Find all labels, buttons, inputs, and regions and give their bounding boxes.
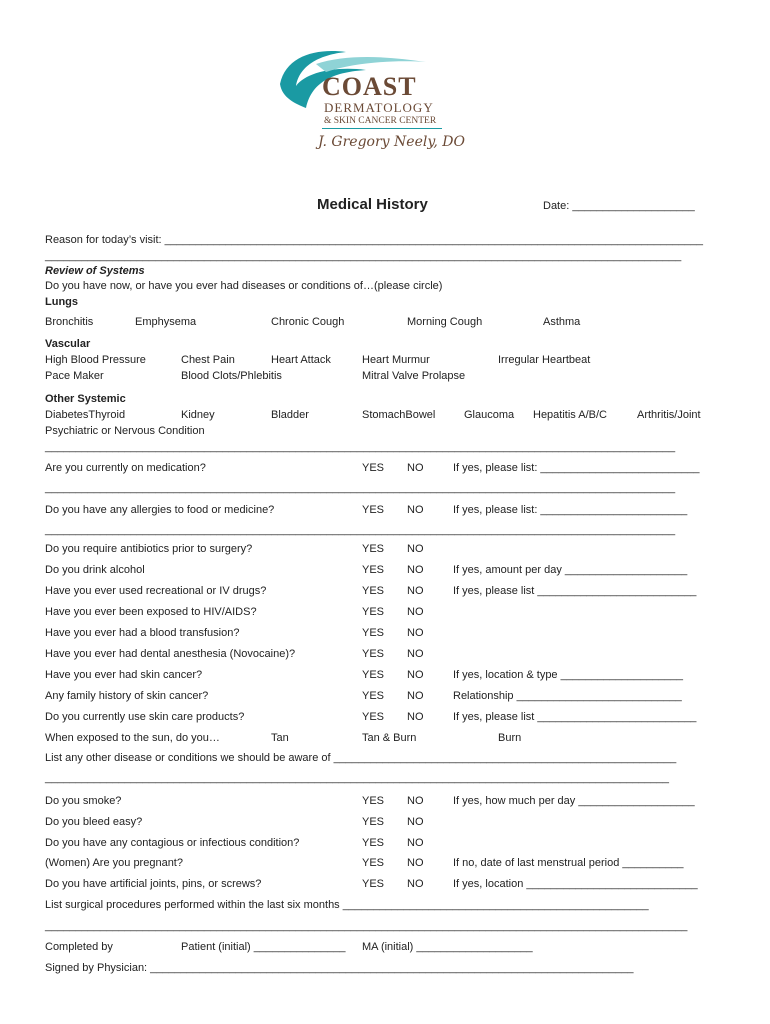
question-text: Have you ever used recreational or IV drugs? (45, 585, 267, 597)
blank-line[interactable]: _______________________________________________________________________________________________________ (45, 482, 676, 494)
blank-line[interactable]: _______________________________________________________________________________________________________ (45, 524, 676, 536)
condition-item[interactable]: Emphysema (135, 316, 197, 328)
logo-name: COAST (322, 72, 417, 101)
no-option[interactable]: NO (407, 564, 424, 576)
physician-signature-field[interactable]: Signed by Physician: _______________________________________________________________________________ (45, 962, 634, 974)
no-option[interactable]: NO (407, 816, 424, 828)
followup-field[interactable]: If yes, location & type ____________________ (453, 669, 683, 681)
no-option[interactable]: NO (407, 690, 424, 702)
question-text: Have you ever been exposed to HIV/AIDS? (45, 606, 257, 618)
no-option[interactable]: NO (407, 543, 424, 555)
no-option[interactable]: NO (407, 711, 424, 723)
other-disease-field[interactable]: List any other disease or conditions we should be aware of ________________________________________________________ (45, 752, 677, 764)
condition-item[interactable]: High Blood Pressure (45, 354, 146, 366)
logo-sub2: & SKIN CANCER CENTER (324, 116, 437, 126)
no-option[interactable]: NO (407, 837, 424, 849)
sun-option-burn[interactable]: Burn (498, 732, 522, 744)
no-option[interactable]: NO (407, 504, 424, 516)
yes-option[interactable]: YES (362, 462, 385, 474)
no-option[interactable]: NO (407, 462, 424, 474)
no-option[interactable]: NO (407, 795, 424, 807)
no-option[interactable]: NO (407, 606, 424, 618)
question-text: Do you have any contagious or infectious condition? (45, 837, 300, 849)
question-text: (Women) Are you pregnant? (45, 857, 183, 869)
question-text: Do you bleed easy? (45, 816, 143, 828)
sun-question: When exposed to the sun, do you… (45, 732, 220, 744)
page-title: Medical History (317, 196, 428, 213)
no-option[interactable]: NO (407, 585, 424, 597)
condition-item[interactable]: Blood Clots/Phlebitis (181, 370, 282, 382)
yes-option[interactable]: YES (362, 627, 385, 639)
condition-item[interactable]: DiabetesThyroid (45, 409, 126, 421)
followup-field[interactable]: Relationship ___________________________ (453, 690, 682, 702)
no-option[interactable]: NO (407, 857, 424, 869)
yes-option[interactable]: YES (362, 606, 385, 618)
logo-sub1: DERMATOLOGY (324, 100, 434, 115)
logo-divider (322, 128, 442, 129)
yes-option[interactable]: YES (362, 564, 385, 576)
condition-item[interactable]: Irregular Heartbeat (498, 354, 591, 366)
yes-option[interactable]: YES (362, 816, 385, 828)
condition-item[interactable]: Psychiatric or Nervous Condition (45, 425, 205, 437)
no-option[interactable]: NO (407, 669, 424, 681)
condition-item[interactable]: StomachBowel (362, 409, 436, 421)
question-text: Do you drink alcohol (45, 564, 145, 576)
condition-item[interactable]: Chronic Cough (271, 316, 345, 328)
divider-line: _______________________________________________________________________________________________________ (45, 441, 676, 453)
ma-initial-field[interactable]: MA (initial) ___________________ (362, 941, 533, 953)
question-text: Any family history of skin cancer? (45, 690, 209, 702)
reason-field[interactable]: Reason for today’s visit: ________________________________________________________________________________________ (45, 234, 703, 246)
lungs-heading: Lungs (45, 296, 78, 308)
surgical-field[interactable]: List surgical procedures performed within the last six months __________________________________________________ (45, 899, 649, 911)
condition-item[interactable]: Bladder (271, 409, 309, 421)
other-heading: Other Systemic (45, 393, 126, 405)
question-text: Do you have artificial joints, pins, or screws? (45, 878, 262, 890)
condition-item[interactable]: Kidney (181, 409, 215, 421)
blank-line[interactable]: ______________________________________________________________________________________________________ (45, 772, 670, 784)
condition-item[interactable]: Heart Attack (271, 354, 331, 366)
sun-option-tan[interactable]: Tan (271, 732, 289, 744)
condition-item[interactable]: Morning Cough (407, 316, 483, 328)
yes-option[interactable]: YES (362, 837, 385, 849)
condition-item[interactable]: Hepatitis A/B/C (533, 409, 607, 421)
yes-option[interactable]: YES (362, 878, 385, 890)
review-intro: Do you have now, or have you ever had diseases or conditions of…(please circle) (45, 280, 443, 292)
condition-item[interactable]: Pace Maker (45, 370, 104, 382)
vascular-heading: Vascular (45, 338, 91, 350)
condition-item[interactable]: Bronchitis (45, 316, 94, 328)
patient-initial-field[interactable]: Patient (initial) _______________ (181, 941, 346, 953)
followup-field[interactable]: If yes, please list __________________________ (453, 711, 697, 723)
yes-option[interactable]: YES (362, 585, 385, 597)
yes-option[interactable]: YES (362, 669, 385, 681)
review-heading: Review of Systems (45, 265, 145, 277)
yes-option[interactable]: YES (362, 504, 385, 516)
condition-item[interactable]: Arthritis/Joint (637, 409, 701, 421)
followup-field[interactable]: If yes, amount per day ____________________ (453, 564, 688, 576)
condition-item[interactable]: Asthma (543, 316, 581, 328)
condition-item[interactable]: Heart Murmur (362, 354, 430, 366)
question-text: Do you currently use skin care products? (45, 711, 245, 723)
followup-field[interactable]: If yes, how much per day ___________________ (453, 795, 695, 807)
question-text: Have you ever had a blood transfusion? (45, 627, 240, 639)
question-text: Do you require antibiotics prior to surgery? (45, 543, 253, 555)
date-field[interactable]: Date: ____________________ (543, 200, 695, 212)
yes-option[interactable]: YES (362, 795, 385, 807)
yes-option[interactable]: YES (362, 711, 385, 723)
condition-item[interactable]: Glaucoma (464, 409, 515, 421)
followup-field[interactable]: If yes, please list: __________________________ (453, 462, 700, 474)
followup-field[interactable]: If yes, please list __________________________ (453, 585, 697, 597)
no-option[interactable]: NO (407, 878, 424, 890)
question-text: Are you currently on medication? (45, 462, 206, 474)
blank-line[interactable]: _________________________________________________________________________________________________________ (45, 920, 688, 932)
completed-label: Completed by (45, 941, 113, 953)
condition-item[interactable]: Chest Pain (181, 354, 235, 366)
question-text: Do you smoke? (45, 795, 122, 807)
no-option[interactable]: NO (407, 648, 424, 660)
followup-field[interactable]: If yes, location ____________________________ (453, 878, 698, 890)
question-text: Have you ever had dental anesthesia (Novocaine)? (45, 648, 296, 660)
yes-option[interactable]: YES (362, 690, 385, 702)
condition-item[interactable]: Mitral Valve Prolapse (362, 370, 466, 382)
yes-option[interactable]: YES (362, 648, 385, 660)
no-option[interactable]: NO (407, 627, 424, 639)
sun-option-tan-burn[interactable]: Tan & Burn (362, 732, 417, 744)
yes-option[interactable]: YES (362, 543, 385, 555)
logo-signature: J. Gregory Neely, DO (318, 134, 465, 150)
question-text: Have you ever had skin cancer? (45, 669, 203, 681)
blank-line[interactable]: ________________________________________________________________________________________________________ (45, 250, 682, 262)
question-text: Do you have any allergies to food or medicine? (45, 504, 275, 516)
yes-option[interactable]: YES (362, 857, 385, 869)
followup-field[interactable]: If yes, please list: ________________________ (453, 504, 688, 516)
followup-field[interactable]: If no, date of last menstrual period __________ (453, 857, 684, 869)
clinic-logo (276, 46, 465, 166)
